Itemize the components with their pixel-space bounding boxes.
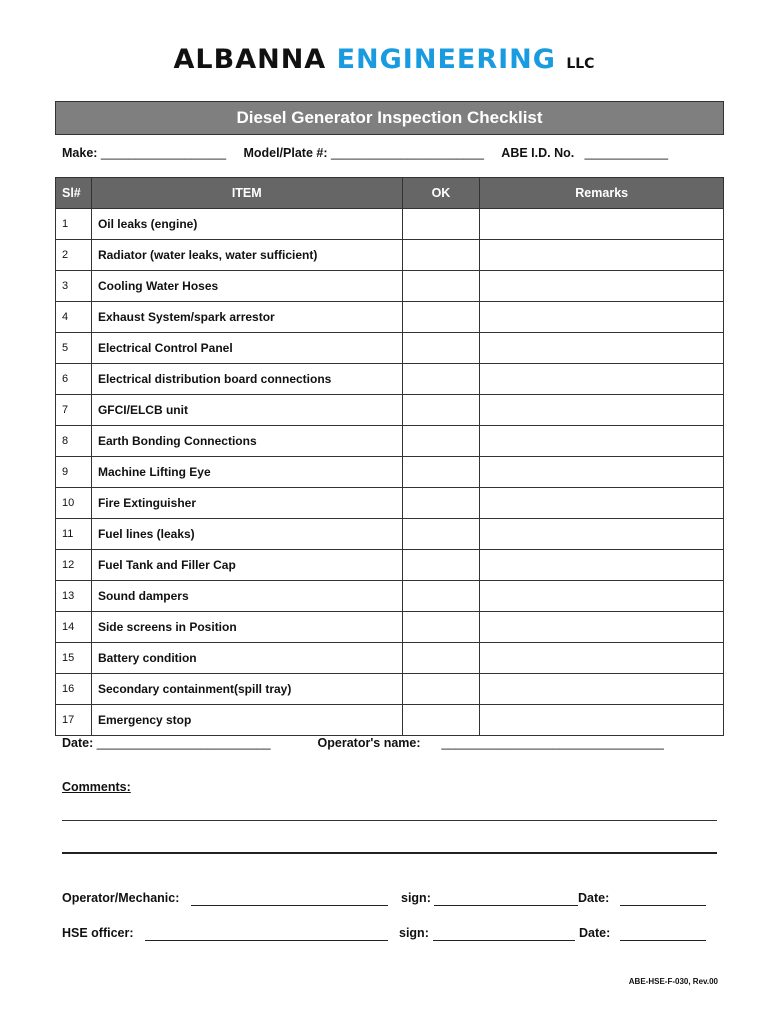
table-row: [56, 488, 724, 519]
model-field[interactable]: ______________________: [330, 146, 484, 160]
row-remarks-cell[interactable]: [480, 612, 724, 643]
row-item: Exhaust System/spark arrestor: [91, 302, 402, 333]
row-number: 12: [56, 550, 92, 581]
header-ok: OK: [402, 178, 480, 209]
row-remarks-cell[interactable]: [480, 457, 724, 488]
inspection-table: [55, 177, 724, 736]
row-number: 8: [56, 426, 92, 457]
row-remarks-cell[interactable]: [480, 488, 724, 519]
row-remarks-cell[interactable]: [480, 240, 724, 271]
mechanic-signature-row: [62, 891, 722, 911]
document-code: ABE-HSE-F-030, Rev.00: [628, 977, 718, 986]
mechanic-sign-label: sign:: [401, 891, 431, 905]
row-item: Electrical distribution board connections: [91, 364, 402, 395]
row-ok-cell[interactable]: [402, 333, 480, 364]
row-ok-cell[interactable]: [402, 488, 480, 519]
logo-word-albanna: ALBANNA: [173, 44, 327, 75]
comments-label: Comments:: [62, 780, 131, 794]
row-item: Cooling Water Hoses: [91, 271, 402, 302]
row-ok-cell[interactable]: [402, 395, 480, 426]
row-number: 10: [56, 488, 92, 519]
operator-name-field[interactable]: ________________________________: [441, 736, 664, 750]
row-item: Secondary containment(spill tray): [91, 674, 402, 705]
row-remarks-cell[interactable]: [480, 333, 724, 364]
abe-id-label: ABE I.D. No.: [501, 146, 575, 160]
hse-name-field[interactable]: [145, 940, 388, 941]
row-remarks-cell[interactable]: [480, 550, 724, 581]
row-number: 16: [56, 674, 92, 705]
row-ok-cell[interactable]: [402, 581, 480, 612]
table-row: [56, 674, 724, 705]
row-item: Fuel Tank and Filler Cap: [91, 550, 402, 581]
logo-word-llc: LLC: [566, 56, 595, 72]
row-ok-cell[interactable]: [402, 519, 480, 550]
date-operator-row: [62, 736, 664, 750]
table-row: [56, 519, 724, 550]
row-item: Sound dampers: [91, 581, 402, 612]
row-remarks-cell[interactable]: [480, 643, 724, 674]
hse-date-field[interactable]: [620, 940, 706, 941]
operator-name-label: Operator's name:: [317, 736, 421, 750]
table-row: [56, 705, 724, 736]
comments-line-2[interactable]: [62, 852, 717, 854]
row-ok-cell[interactable]: [402, 643, 480, 674]
row-ok-cell[interactable]: [402, 240, 480, 271]
header-remarks: Remarks: [480, 178, 724, 209]
row-item: Battery condition: [91, 643, 402, 674]
hse-sign-field[interactable]: [433, 940, 575, 941]
row-remarks-cell[interactable]: [480, 705, 724, 736]
table-row: [56, 426, 724, 457]
table-row: [56, 395, 724, 426]
table-row: [56, 240, 724, 271]
hse-signature-row: [62, 926, 722, 946]
logo-word-engineering: ENGINEERING: [336, 44, 556, 75]
table-row: [56, 457, 724, 488]
row-number: 15: [56, 643, 92, 674]
row-item: GFCI/ELCB unit: [91, 395, 402, 426]
table-row: [56, 643, 724, 674]
row-ok-cell[interactable]: [402, 674, 480, 705]
comments-line-1[interactable]: [62, 820, 717, 821]
row-remarks-cell[interactable]: [480, 674, 724, 705]
row-number: 14: [56, 612, 92, 643]
row-item: Fire Extinguisher: [91, 488, 402, 519]
row-item: Oil leaks (engine): [91, 209, 402, 240]
row-ok-cell[interactable]: [402, 550, 480, 581]
row-item: Side screens in Position: [91, 612, 402, 643]
row-item: Electrical Control Panel: [91, 333, 402, 364]
mechanic-date-label: Date:: [578, 891, 610, 905]
date-field[interactable]: _________________________: [96, 736, 271, 750]
header-item: ITEM: [91, 178, 402, 209]
row-ok-cell[interactable]: [402, 426, 480, 457]
hse-date-label: Date:: [579, 926, 611, 940]
row-number: 3: [56, 271, 92, 302]
table-row: [56, 550, 724, 581]
hse-sign-label: sign:: [399, 926, 429, 940]
row-remarks-cell[interactable]: [480, 581, 724, 612]
row-ok-cell[interactable]: [402, 271, 480, 302]
row-remarks-cell[interactable]: [480, 364, 724, 395]
row-number: 9: [56, 457, 92, 488]
table-header-row: [56, 178, 724, 209]
row-number: 7: [56, 395, 92, 426]
header-sl: Sl#: [56, 178, 92, 209]
row-item: Machine Lifting Eye: [91, 457, 402, 488]
row-item: Earth Bonding Connections: [91, 426, 402, 457]
row-remarks-cell[interactable]: [480, 302, 724, 333]
mechanic-sign-field[interactable]: [434, 905, 578, 906]
table-row: [56, 364, 724, 395]
company-logo: [0, 44, 768, 80]
row-ok-cell[interactable]: [402, 457, 480, 488]
row-item: Radiator (water leaks, water sufficient): [91, 240, 402, 271]
make-field[interactable]: __________________: [100, 146, 227, 160]
row-remarks-cell[interactable]: [480, 519, 724, 550]
abe-id-field[interactable]: ____________: [584, 146, 669, 160]
table-row: [56, 612, 724, 643]
row-remarks-cell[interactable]: [480, 271, 724, 302]
table-row: [56, 333, 724, 364]
row-item: Emergency stop: [91, 705, 402, 736]
row-remarks-cell[interactable]: [480, 395, 724, 426]
mechanic-name-field[interactable]: [191, 905, 388, 906]
hse-label: HSE officer:: [62, 926, 134, 940]
row-number: 1: [56, 209, 92, 240]
row-number: 4: [56, 302, 92, 333]
row-ok-cell[interactable]: [402, 209, 480, 240]
table-row: [56, 302, 724, 333]
row-ok-cell[interactable]: [402, 705, 480, 736]
row-number: 2: [56, 240, 92, 271]
row-remarks-cell[interactable]: [480, 426, 724, 457]
row-number: 11: [56, 519, 92, 550]
row-remarks-cell[interactable]: [480, 209, 724, 240]
model-label: Model/Plate #:: [243, 146, 328, 160]
equipment-info-row: [62, 146, 668, 160]
table-row: [56, 271, 724, 302]
make-label: Make:: [62, 146, 98, 160]
form-title: Diesel Generator Inspection Checklist: [55, 101, 724, 135]
row-number: 6: [56, 364, 92, 395]
row-ok-cell[interactable]: [402, 302, 480, 333]
mechanic-label: Operator/Mechanic:: [62, 891, 180, 905]
table-row: [56, 581, 724, 612]
row-ok-cell[interactable]: [402, 612, 480, 643]
date-label: Date:: [62, 736, 94, 750]
row-number: 17: [56, 705, 92, 736]
row-number: 5: [56, 333, 92, 364]
row-ok-cell[interactable]: [402, 364, 480, 395]
mechanic-date-field[interactable]: [620, 905, 706, 906]
row-number: 13: [56, 581, 92, 612]
table-row: [56, 209, 724, 240]
row-item: Fuel lines (leaks): [91, 519, 402, 550]
